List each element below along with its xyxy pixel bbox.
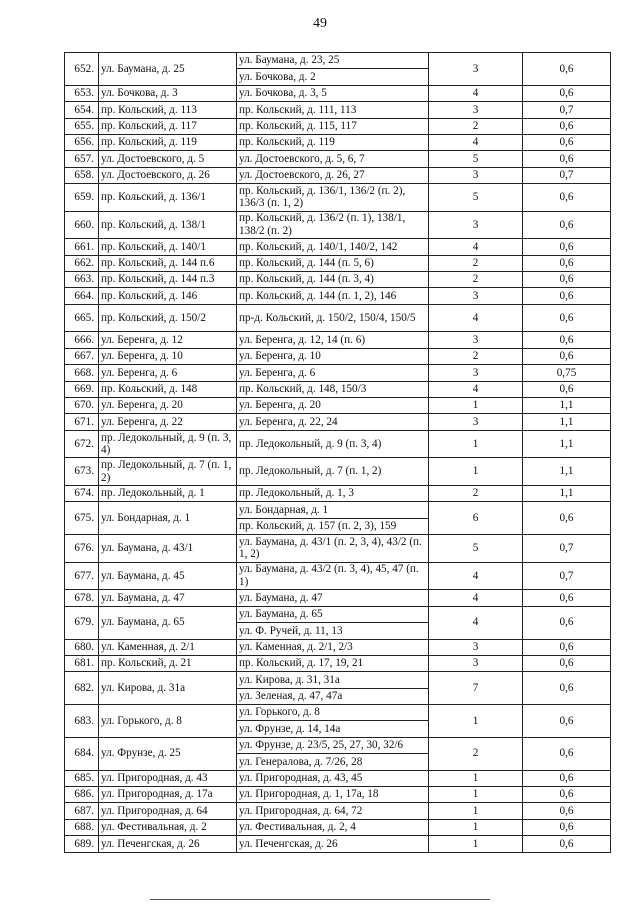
served-address-cell: пр. Кольский, д. 115, 117: [237, 118, 429, 134]
table-row: [65, 590, 611, 606]
row-number: 665.: [65, 304, 99, 332]
value-cell: 0,7: [523, 102, 611, 118]
count-cell: 3: [429, 53, 523, 86]
served-address-cell: пр. Кольский, д. 17, 19, 21: [237, 655, 429, 671]
address-cell: ул. Баумана, д. 65: [99, 606, 237, 639]
count-cell: 2: [429, 255, 523, 271]
served-address-cell: ул. Печенгская, д. 26: [237, 836, 429, 852]
served-address-cell: ул. Бондарная, д. 1: [237, 502, 429, 518]
table-row: [65, 770, 611, 786]
count-cell: 3: [429, 655, 523, 671]
value-cell: 0,7: [523, 167, 611, 183]
served-address-cell: пр. Кольский, д. 111, 113: [237, 102, 429, 118]
table-row: [65, 85, 611, 101]
value-cell: 0,6: [523, 134, 611, 150]
served-address-cell: ул. Зеленая, д. 47, 47а: [237, 688, 429, 704]
row-number: 662.: [65, 255, 99, 271]
row-number: 682.: [65, 672, 99, 705]
address-cell: ул. Баумана, д. 45: [99, 562, 237, 590]
table-row: [65, 381, 611, 397]
row-number: 655.: [65, 118, 99, 134]
row-number: 667.: [65, 348, 99, 364]
address-cell: ул. Пригородная, д. 64: [99, 803, 237, 819]
table-row: [65, 655, 611, 671]
served-address-cell: пр-д. Кольский, д. 150/2, 150/4, 150/5: [237, 304, 429, 332]
value-cell: 0,6: [523, 381, 611, 397]
value-cell: 0,6: [523, 705, 611, 738]
address-cell: пр. Кольский, д. 150/2: [99, 304, 237, 332]
served-address-cell: пр. Ледокольный, д. 7 (п. 1, 2): [237, 458, 429, 486]
count-cell: 2: [429, 737, 523, 770]
value-cell: 0,6: [523, 151, 611, 167]
count-cell: 7: [429, 672, 523, 705]
table-row: [65, 272, 611, 288]
count-cell: 1: [429, 705, 523, 738]
address-cell: ул. Горького, д. 8: [99, 705, 237, 738]
served-address-cell: ул. Генералова, д. 7/26, 28: [237, 754, 429, 770]
value-cell: 0,6: [523, 332, 611, 348]
count-cell: 2: [429, 272, 523, 288]
count-cell: 1: [429, 803, 523, 819]
value-cell: 0,6: [523, 606, 611, 639]
value-cell: 0,6: [523, 803, 611, 819]
served-address-cell: ул. Баумана, д. 65: [237, 606, 429, 622]
count-cell: 1: [429, 836, 523, 852]
address-cell: пр. Ледокольный, д. 1: [99, 486, 237, 502]
row-number: 657.: [65, 151, 99, 167]
address-cell: пр. Кольский, д. 119: [99, 134, 237, 150]
table-row: [65, 53, 611, 69]
served-address-cell: ул. Горького, д. 8: [237, 705, 429, 721]
served-address-cell: ул. Беренга, д. 10: [237, 348, 429, 364]
served-address-cell: пр. Кольский, д. 136/2 (п. 1), 138/1, 138/2 (п. 2): [237, 211, 429, 239]
table-row: [65, 151, 611, 167]
count-cell: 4: [429, 562, 523, 590]
served-address-cell: ул. Фрунзе, д. 14, 14а: [237, 721, 429, 737]
row-number: 676.: [65, 535, 99, 563]
row-number: 669.: [65, 381, 99, 397]
served-address-cell: ул. Баумана, д. 23, 25: [237, 53, 429, 69]
table-row: [65, 502, 611, 518]
address-cell: ул. Баумана, д. 47: [99, 590, 237, 606]
value-cell: 1,1: [523, 414, 611, 430]
count-cell: 5: [429, 151, 523, 167]
served-address-cell: пр. Кольский, д. 136/1, 136/2 (п. 2), 136/3 (п. 1, 2): [237, 184, 429, 212]
row-number: 681.: [65, 655, 99, 671]
table-body: [65, 53, 611, 853]
address-cell: ул. Бочкова, д. 3: [99, 85, 237, 101]
table-row: [65, 639, 611, 655]
row-number: 678.: [65, 590, 99, 606]
served-address-cell: ул. Бочкова, д. 3, 5: [237, 85, 429, 101]
value-cell: 0,6: [523, 836, 611, 852]
value-cell: 0,6: [523, 770, 611, 786]
address-cell: пр. Кольский, д. 117: [99, 118, 237, 134]
value-cell: 0,6: [523, 639, 611, 655]
value-cell: 0,6: [523, 239, 611, 255]
address-cell: ул. Кирова, д. 31а: [99, 672, 237, 705]
row-number: 666.: [65, 332, 99, 348]
footer-divider: [150, 899, 490, 903]
address-cell: ул. Достоевского, д. 26: [99, 167, 237, 183]
address-cell: пр. Ледокольный, д. 7 (п. 1, 2): [99, 458, 237, 486]
served-address-cell: ул. Бочкова, д. 2: [237, 69, 429, 85]
count-cell: 3: [429, 332, 523, 348]
served-address-cell: ул. Баумана, д. 43/1 (п. 2, 3, 4), 43/2 (п. 1, 2): [237, 535, 429, 563]
row-number: 671.: [65, 414, 99, 430]
row-number: 684.: [65, 737, 99, 770]
value-cell: 0,6: [523, 118, 611, 134]
table-row: [65, 562, 611, 590]
table-row: [65, 803, 611, 819]
row-number: 653.: [65, 85, 99, 101]
served-address-cell: ул. Кирова, д. 31, 31а: [237, 672, 429, 688]
row-number: 658.: [65, 167, 99, 183]
served-address-cell: ул. Фестивальная, д. 2, 4: [237, 819, 429, 835]
count-cell: 1: [429, 770, 523, 786]
table-row: [65, 118, 611, 134]
value-cell: 1,1: [523, 430, 611, 458]
count-cell: 4: [429, 606, 523, 639]
served-address-cell: пр. Ледокольный, д. 1, 3: [237, 486, 429, 502]
row-number: 685.: [65, 770, 99, 786]
value-cell: 0,6: [523, 211, 611, 239]
value-cell: 0,6: [523, 787, 611, 803]
count-cell: 3: [429, 211, 523, 239]
row-number: 680.: [65, 639, 99, 655]
table-row: [65, 167, 611, 183]
served-address-cell: ул. Фрунзе, д. 23/5, 25, 27, 30, 32/6: [237, 737, 429, 753]
table-row: [65, 239, 611, 255]
count-cell: 4: [429, 590, 523, 606]
address-cell: ул. Беренга, д. 6: [99, 365, 237, 381]
row-number: 661.: [65, 239, 99, 255]
table-row: [65, 705, 611, 721]
count-cell: 6: [429, 502, 523, 535]
count-cell: 4: [429, 134, 523, 150]
row-number: 670.: [65, 398, 99, 414]
address-cell: ул. Пригородная, д. 17а: [99, 787, 237, 803]
address-cell: ул. Пригородная, д. 43: [99, 770, 237, 786]
value-cell: 1,1: [523, 398, 611, 414]
row-number: 687.: [65, 803, 99, 819]
served-address-cell: пр. Кольский, д. 144 (п. 1, 2), 146: [237, 288, 429, 304]
count-cell: 3: [429, 365, 523, 381]
row-number: 673.: [65, 458, 99, 486]
address-cell: ул. Беренга, д. 10: [99, 348, 237, 364]
address-cell: пр. Кольский, д. 144 п.3: [99, 272, 237, 288]
count-cell: 5: [429, 184, 523, 212]
address-cell: ул. Достоевского, д. 5: [99, 151, 237, 167]
value-cell: 0,6: [523, 184, 611, 212]
table-row: [65, 134, 611, 150]
served-address-cell: пр. Кольский, д. 157 (п. 2, 3), 159: [237, 518, 429, 534]
value-cell: 0,6: [523, 819, 611, 835]
value-cell: 0,6: [523, 53, 611, 86]
count-cell: 3: [429, 167, 523, 183]
value-cell: 0,6: [523, 85, 611, 101]
value-cell: 0,6: [523, 502, 611, 535]
row-number: 672.: [65, 430, 99, 458]
table-row: [65, 211, 611, 239]
address-cell: пр. Кольский, д. 146: [99, 288, 237, 304]
address-cell: пр. Кольский, д. 113: [99, 102, 237, 118]
row-number: 654.: [65, 102, 99, 118]
value-cell: 0,6: [523, 255, 611, 271]
count-cell: 1: [429, 458, 523, 486]
count-cell: 3: [429, 102, 523, 118]
table-row: [65, 102, 611, 118]
table-row: [65, 606, 611, 622]
address-cell: пр. Кольский, д. 148: [99, 381, 237, 397]
table-row: [65, 398, 611, 414]
count-cell: 5: [429, 535, 523, 563]
row-number: 679.: [65, 606, 99, 639]
row-number: 668.: [65, 365, 99, 381]
page-number: 49: [313, 16, 327, 31]
value-cell: 0,6: [523, 288, 611, 304]
table-row: [65, 430, 611, 458]
row-number: 689.: [65, 836, 99, 852]
value-cell: 0,6: [523, 737, 611, 770]
address-cell: пр. Кольский, д. 144 п.6: [99, 255, 237, 271]
count-cell: 1: [429, 430, 523, 458]
count-cell: 3: [429, 414, 523, 430]
value-cell: 0,7: [523, 535, 611, 563]
table-row: [65, 348, 611, 364]
row-number: 677.: [65, 562, 99, 590]
address-cell: ул. Фрунзе, д. 25: [99, 737, 237, 770]
served-address-cell: ул. Беренга, д. 22, 24: [237, 414, 429, 430]
address-cell: ул. Каменная, д. 2/1: [99, 639, 237, 655]
value-cell: 0,75: [523, 365, 611, 381]
table-row: [65, 486, 611, 502]
count-cell: 4: [429, 381, 523, 397]
value-cell: 0,6: [523, 672, 611, 705]
row-number: 652.: [65, 53, 99, 86]
served-address-cell: ул. Беренга, д. 20: [237, 398, 429, 414]
served-address-cell: пр. Кольский, д. 119: [237, 134, 429, 150]
address-cell: ул. Печенгская, д. 26: [99, 836, 237, 852]
value-cell: 1,1: [523, 486, 611, 502]
served-address-cell: пр. Кольский, д. 144 (п. 5, 6): [237, 255, 429, 271]
count-cell: 1: [429, 398, 523, 414]
row-number: 675.: [65, 502, 99, 535]
count-cell: 4: [429, 239, 523, 255]
served-address-cell: ул. Пригородная, д. 64, 72: [237, 803, 429, 819]
address-cell: пр. Кольский, д. 138/1: [99, 211, 237, 239]
value-cell: 0,6: [523, 272, 611, 288]
served-address-cell: ул. Беренга, д. 12, 14 (п. 6): [237, 332, 429, 348]
address-cell: пр. Кольский, д. 136/1: [99, 184, 237, 212]
table-row: [65, 535, 611, 563]
row-number: 686.: [65, 787, 99, 803]
address-cell: ул. Баумана, д. 43/1: [99, 535, 237, 563]
row-number: 660.: [65, 211, 99, 239]
served-address-cell: пр. Ледокольный, д. 9 (п. 3, 4): [237, 430, 429, 458]
served-address-cell: ул. Пригородная, д. 1, 17а, 18: [237, 787, 429, 803]
table-row: [65, 332, 611, 348]
address-cell: пр. Кольский, д. 140/1: [99, 239, 237, 255]
served-address-cell: ул. Ф. Ручей, д. 11, 13: [237, 623, 429, 639]
address-cell: ул. Беренга, д. 22: [99, 414, 237, 430]
served-address-cell: пр. Кольский, д. 148, 150/3: [237, 381, 429, 397]
address-cell: пр. Кольский, д. 21: [99, 655, 237, 671]
served-address-cell: пр. Кольский, д. 140/1, 140/2, 142: [237, 239, 429, 255]
count-cell: 2: [429, 348, 523, 364]
address-cell: ул. Беренга, д. 20: [99, 398, 237, 414]
document-table-wrapper: [64, 52, 611, 853]
table-row: [65, 787, 611, 803]
document-table: [64, 52, 611, 853]
row-number: 683.: [65, 705, 99, 738]
row-number: 659.: [65, 184, 99, 212]
table-row: [65, 288, 611, 304]
address-cell: ул. Бондарная, д. 1: [99, 502, 237, 535]
count-cell: 1: [429, 787, 523, 803]
served-address-cell: ул. Достоевского, д. 5, 6, 7: [237, 151, 429, 167]
served-address-cell: ул. Пригородная, д. 43, 45: [237, 770, 429, 786]
address-cell: ул. Баумана, д. 25: [99, 53, 237, 86]
row-number: 664.: [65, 288, 99, 304]
address-cell: ул. Фестивальная, д. 2: [99, 819, 237, 835]
count-cell: 4: [429, 85, 523, 101]
table-row: [65, 458, 611, 486]
value-cell: 0,6: [523, 304, 611, 332]
count-cell: 3: [429, 288, 523, 304]
value-cell: 0,6: [523, 655, 611, 671]
served-address-cell: ул. Баумана, д. 47: [237, 590, 429, 606]
row-number: 688.: [65, 819, 99, 835]
count-cell: 4: [429, 304, 523, 332]
table-row: [65, 819, 611, 835]
row-number: 674.: [65, 486, 99, 502]
table-row: [65, 737, 611, 753]
address-cell: ул. Беренга, д. 12: [99, 332, 237, 348]
table-row: [65, 836, 611, 852]
value-cell: 1,1: [523, 458, 611, 486]
table-row: [65, 304, 611, 332]
count-cell: 1: [429, 819, 523, 835]
table-row: [65, 255, 611, 271]
count-cell: 2: [429, 118, 523, 134]
table-row: [65, 365, 611, 381]
served-address-cell: ул. Достоевского, д. 26, 27: [237, 167, 429, 183]
row-number: 656.: [65, 134, 99, 150]
count-cell: 3: [429, 639, 523, 655]
table-row: [65, 414, 611, 430]
served-address-cell: пр. Кольский, д. 144 (п. 3, 4): [237, 272, 429, 288]
table-row: [65, 672, 611, 688]
address-cell: пр. Ледокольный, д. 9 (п. 3, 4): [99, 430, 237, 458]
count-cell: 2: [429, 486, 523, 502]
value-cell: 0,6: [523, 348, 611, 364]
value-cell: 0,7: [523, 562, 611, 590]
served-address-cell: ул. Баумана, д. 43/2 (п. 3, 4), 45, 47 (п. 1): [237, 562, 429, 590]
value-cell: 0,6: [523, 590, 611, 606]
served-address-cell: ул. Беренга, д. 6: [237, 365, 429, 381]
table-row: [65, 184, 611, 212]
row-number: 663.: [65, 272, 99, 288]
served-address-cell: ул. Каменная, д. 2/1, 2/3: [237, 639, 429, 655]
